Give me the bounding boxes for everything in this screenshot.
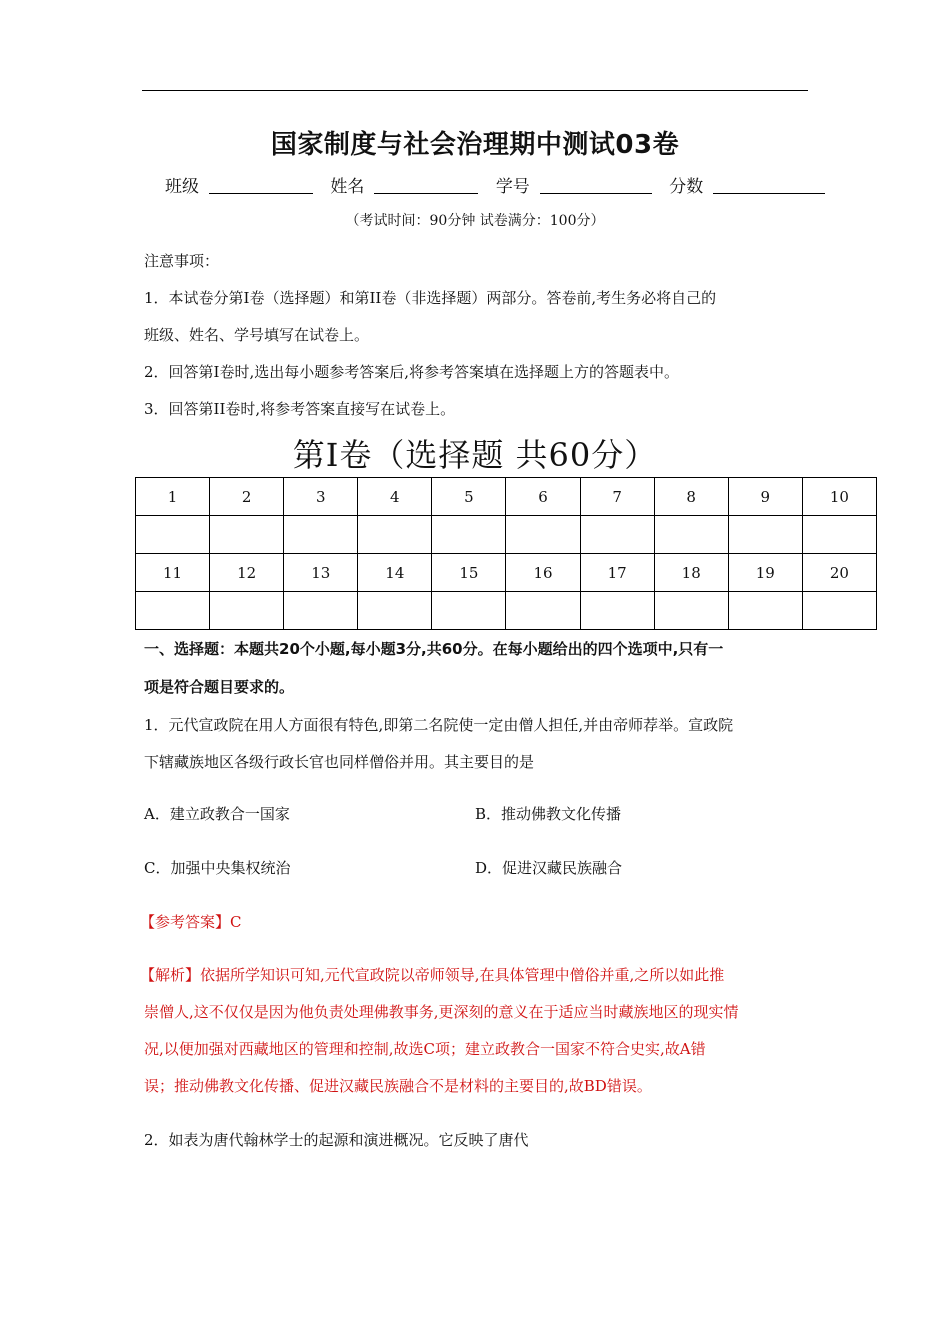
question-1-analysis-line-1: 【解析】依据所学知识可知,元代宣政院以帝师领导,在具体管理中僧俗并重,之所以如此推 — [140, 966, 725, 984]
section-1-title: 第I卷（选择题 共60分） — [292, 436, 658, 474]
grid-number: 10 — [802, 478, 876, 516]
answer-cell[interactable] — [506, 592, 580, 630]
student-info-line — [165, 172, 837, 197]
answer-cell[interactable] — [728, 516, 802, 554]
answer-grid-answer-row-1 — [136, 516, 877, 554]
answer-grid-answer-row-2 — [136, 592, 877, 630]
grid-number: 2 — [210, 478, 284, 516]
question-1-option-b[interactable]: B．推动佛教文化传播 — [475, 805, 622, 823]
page-title: 国家制度与社会治理期中测试03卷 — [270, 130, 680, 160]
answer-grid-header-row-2 — [136, 554, 877, 592]
question-1-option-a[interactable]: A．建立政教合一国家 — [144, 805, 290, 823]
notice-item-1-line-2: 班级、姓名、学号填写在试卷上。 — [144, 326, 370, 344]
answer-cell[interactable] — [432, 592, 506, 630]
answer-cell[interactable] — [358, 516, 432, 554]
answer-cell[interactable] — [136, 516, 210, 554]
grid-number: 20 — [802, 554, 876, 592]
answer-cell[interactable] — [358, 592, 432, 630]
name-label: 姓名 — [330, 177, 365, 197]
notice-item-3: 3．回答第II卷时,将参考答案直接写在试卷上。 — [144, 400, 456, 418]
question-1-option-c[interactable]: C．加强中央集权统治 — [144, 859, 291, 877]
exam-meta: （考试时间：90分钟 试卷满分：100分） — [345, 213, 605, 229]
question-1-option-d[interactable]: D．促进汉藏民族融合 — [475, 859, 623, 877]
notice-item-2: 2．回答第I卷时,选出每小题参考答案后,将参考答案填在选择题上方的答题表中。 — [144, 363, 680, 381]
score-label: 分数 — [669, 177, 704, 197]
answer-cell[interactable] — [654, 516, 728, 554]
answer-cell[interactable] — [284, 592, 358, 630]
answer-cell[interactable] — [580, 592, 654, 630]
question-1-line-2: 下辖藏族地区各级行政长官也同样僧俗并用。其主要目的是 — [144, 753, 535, 771]
notice-item-1-line-1: 1．本试卷分第I卷（选择题）和第II卷（非选择题）两部分。答卷前,考生务必将自己的 — [144, 289, 717, 307]
name-blank[interactable] — [374, 177, 478, 194]
student-id-blank[interactable] — [540, 177, 652, 194]
question-1-analysis-line-3: 况,以便加强对西藏地区的管理和控制,故选C项；建立政教合一国家不符合史实,故A错 — [144, 1040, 706, 1058]
answer-cell[interactable] — [136, 592, 210, 630]
answer-cell[interactable] — [802, 516, 876, 554]
answer-cell[interactable] — [506, 516, 580, 554]
student-id-label: 学号 — [495, 177, 530, 197]
grid-number: 1 — [136, 478, 210, 516]
grid-number: 9 — [728, 478, 802, 516]
grid-number: 18 — [654, 554, 728, 592]
answer-cell[interactable] — [432, 516, 506, 554]
grid-number: 14 — [358, 554, 432, 592]
grid-number: 13 — [284, 554, 358, 592]
grid-number: 7 — [580, 478, 654, 516]
grid-number: 11 — [136, 554, 210, 592]
grid-number: 3 — [284, 478, 358, 516]
grid-number: 15 — [432, 554, 506, 592]
part-1-instruction-line-2: 项是符合题目要求的。 — [144, 678, 295, 696]
answer-cell[interactable] — [802, 592, 876, 630]
grid-number: 17 — [580, 554, 654, 592]
grid-number: 16 — [506, 554, 580, 592]
answer-cell[interactable] — [210, 592, 284, 630]
answer-cell[interactable] — [210, 516, 284, 554]
class-label: 班级 — [165, 177, 199, 197]
question-1-line-1: 1．元代宣政院在用人方面很有特色,即第二名院使一定由僧人担任,并由帝师荐举。宣政院 — [144, 716, 734, 734]
part-1-instruction-line-1: 一、选择题：本题共20个小题,每小题3分,共60分。在每小题给出的四个选项中,只有一 — [144, 640, 724, 658]
notice-heading: 注意事项： — [144, 252, 220, 270]
answer-cell[interactable] — [728, 592, 802, 630]
score-blank[interactable] — [713, 177, 825, 194]
class-blank[interactable] — [209, 177, 313, 194]
answer-cell[interactable] — [654, 592, 728, 630]
question-1-analysis-line-2: 崇僧人,这不仅仅是因为他负责处理佛教事务,更深刻的意义在于适应当时藏族地区的现实情 — [144, 1003, 739, 1021]
grid-number: 5 — [432, 478, 506, 516]
question-1-analysis-line-4: 误；推动佛教文化传播、促进汉藏民族融合不是材料的主要目的,故BD错误。 — [144, 1077, 652, 1095]
grid-number: 6 — [506, 478, 580, 516]
answer-grid-header-row-1 — [136, 478, 877, 516]
grid-number: 12 — [210, 554, 284, 592]
grid-number: 8 — [654, 478, 728, 516]
grid-number: 19 — [728, 554, 802, 592]
question-1-answer: 【参考答案】C — [140, 913, 242, 931]
answer-cell[interactable] — [580, 516, 654, 554]
question-2-line-1: 2．如表为唐代翰林学士的起源和演进概况。它反映了唐代 — [144, 1131, 529, 1149]
header-rule — [142, 90, 808, 91]
answer-cell[interactable] — [284, 516, 358, 554]
answer-grid — [135, 477, 877, 630]
grid-number: 4 — [358, 478, 432, 516]
